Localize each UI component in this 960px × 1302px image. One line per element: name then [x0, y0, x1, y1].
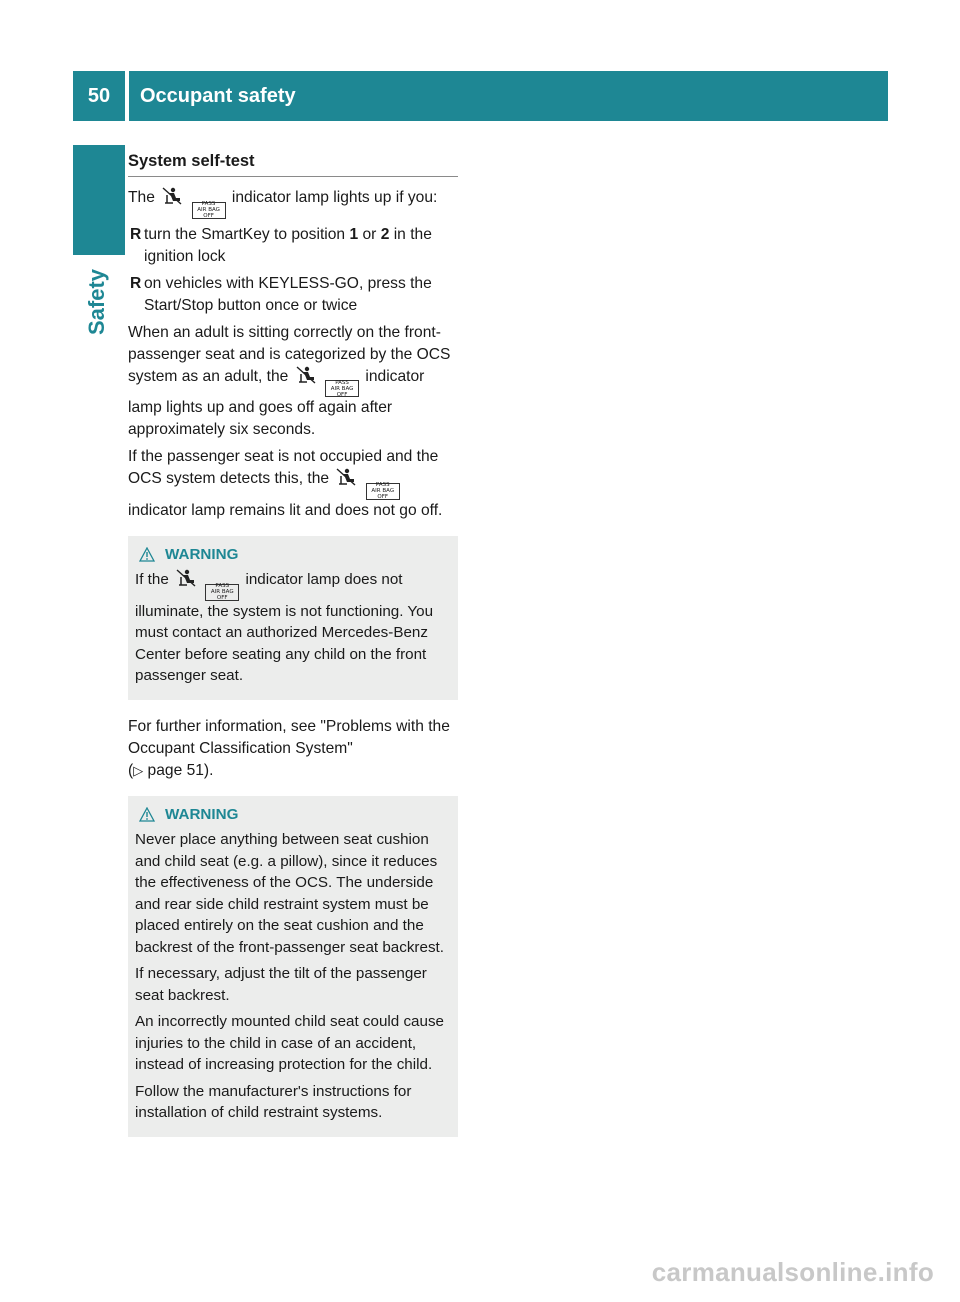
warning-text: Follow the manufacturer's instructions for installation of child restraint systems.: [135, 1082, 412, 1121]
pass-airbag-off-icon: PASS AIR BAG OFF: [325, 380, 359, 397]
page-ref-arrow-icon: ▷: [133, 762, 144, 778]
list-item: R on vehicles with KEYLESS-GO, press the Start/Stop button once or twice: [130, 274, 432, 314]
child-seat-strike-icon: [335, 468, 357, 486]
warning-box: [128, 536, 458, 700]
warning-text: If necessary, adjust the tilt of the passenger seat backrest.: [135, 965, 427, 1004]
bullet-marker: R: [130, 225, 142, 243]
side-tab-label: Safety: [84, 268, 109, 335]
pass-airbag-off-icon: PASS AIR BAG OFF: [205, 584, 239, 601]
main-content: [128, 150, 458, 1153]
section-title: Occupant safety: [140, 85, 296, 107]
header-divider: [125, 71, 129, 121]
warning-heading: WARNING: [135, 544, 451, 566]
warning-text: If the PASS AIR BAG OFF indicator lamp does not illuminate, the system is not functioning. You must contact an authorized Mercedes-Benz Center before seating any child on the front passenger seat.: [135, 571, 434, 684]
warning-text: Never place anything between seat cushion and child seat (e.g. a pillow), since it reduces the effectiveness of the OCS. The underside and rear side child restraint system must be placed entirely on the seat cushion and the backrest of the front-passenger seat backrest.: [135, 831, 444, 956]
warning-box: [128, 796, 458, 1137]
side-tab: [73, 145, 125, 255]
page-number: 50: [87, 85, 111, 107]
child-seat-strike-icon: [175, 569, 197, 587]
further-info-paragraph: For further information, see "Problems with the Occupant Classification System" (▷ page 51).: [128, 717, 450, 779]
pass-airbag-off-icon: PASS AIR BAG OFF: [192, 202, 226, 219]
paragraph-unoccupied: If the passenger seat is not occupied and the OCS system detects this, the PASS AIR BAG OFF indicator lamp remains lit and does not go off.: [128, 448, 443, 519]
list-item: R turn the SmartKey to position 1 or 2 in the ignition lock: [130, 225, 432, 265]
bullet-marker: R: [130, 274, 142, 292]
pass-airbag-off-icon: PASS AIR BAG OFF: [366, 483, 400, 500]
intro-paragraph: The PASS AIR BAG OFF indicator lamp lights up if you:: [128, 189, 438, 219]
watermark: carmanualsonline.info: [651, 1257, 934, 1287]
child-seat-strike-icon: [295, 366, 317, 384]
warning-triangle-icon: [139, 547, 155, 562]
warning-heading: WARNING: [135, 804, 451, 826]
page-reference-link[interactable]: page 51).: [147, 761, 214, 779]
warning-triangle-icon: [139, 807, 155, 822]
warning-text: An incorrectly mounted child seat could cause injuries to the child in case of an accident, instead of increasing protection for the child.: [135, 1013, 444, 1073]
section-heading: System self-test: [128, 150, 458, 177]
paragraph-adult: When an adult is sitting correctly on the front-passenger seat and is categorized by the OCS system as an adult, the PASS AIR BAG OFF indicator lamp lights up and goes off again after approximately six seconds.: [128, 323, 451, 438]
child-seat-strike-icon: [161, 187, 183, 205]
